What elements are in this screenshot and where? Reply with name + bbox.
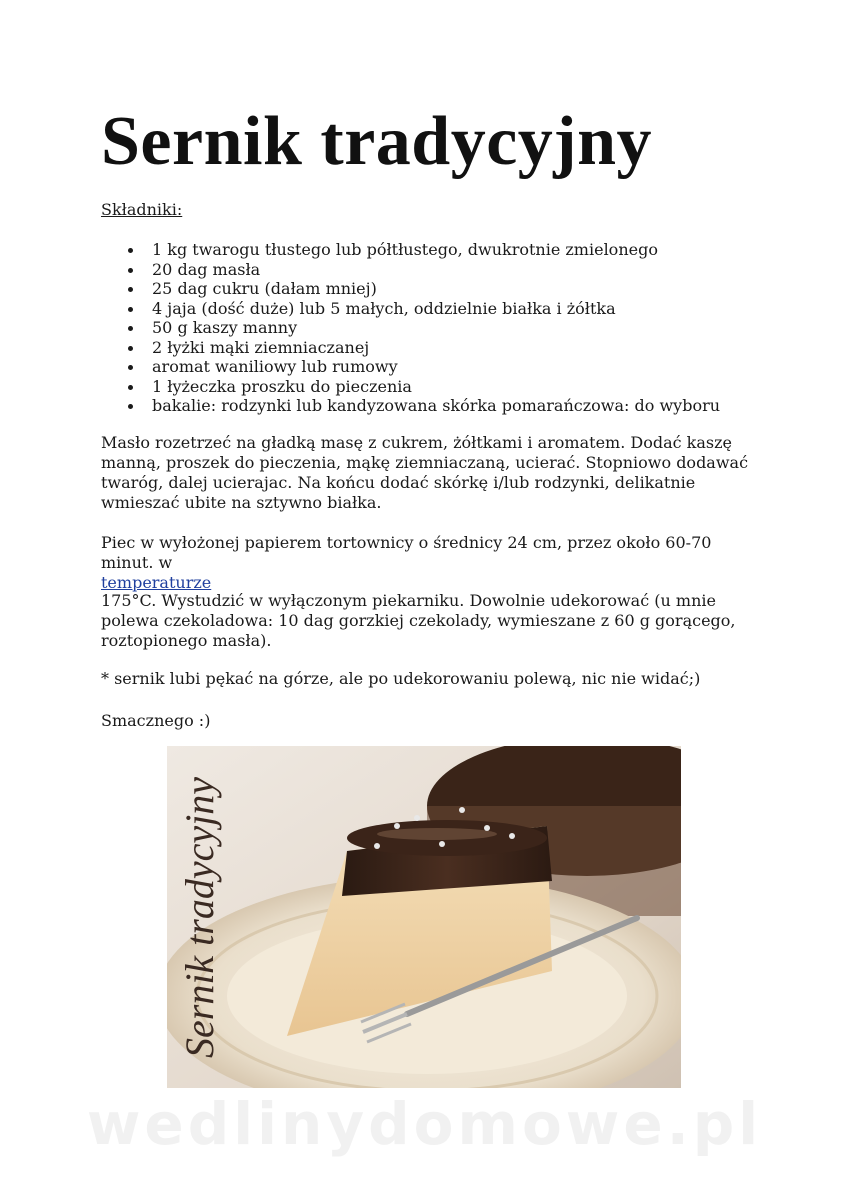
- list-item: 1 łyżeczka proszku do pieczenia: [101, 377, 741, 397]
- baking-text: Piec w wyłożonej papierem tortownicy o średnicy 24 cm, przez około 60-70 minut. w: [101, 533, 712, 572]
- list-item: 25 dag cukru (dałam mniej): [101, 279, 741, 299]
- temperature-link[interactable]: temperaturze: [101, 573, 212, 592]
- note-paragraph: * sernik lubi pękać na górze, ale po udekorowaniu polewą, nic nie widać;): [101, 669, 701, 688]
- list-item: 50 g kaszy manny: [101, 318, 741, 338]
- page-title: Sernik tradycyjny: [101, 103, 652, 180]
- list-item: 20 dag masła: [101, 260, 741, 280]
- ingredients-list: [101, 240, 741, 416]
- instructions-paragraph: Masło rozetrzeć na gładką masę z cukrem, żółtkami i aromatem. Dodać kaszę manną, proszek do pieczenia, mąkę ziemniaczaną, ucierać. Stopniowo dodawać twaróg, dalej ucierajac. Na końcu dodać skórkę i/lub rodzynki, delikatnie wmieszać ubite na sztywno białka.: [101, 433, 749, 512]
- cheesecake-photo: [167, 746, 681, 1088]
- list-item: 2 łyżki mąki ziemniaczanej: [101, 338, 741, 358]
- list-item: bakalie: rodzynki lub kandyzowana skórka pomarańczowa: do wyboru: [101, 396, 741, 416]
- photo-caption: Sernik tradycyjny: [177, 777, 222, 1058]
- list-item: 1 kg twarogu tłustego lub półtłustego, dwukrotnie zmielonego: [101, 240, 741, 260]
- ingredients-heading: Składniki:: [101, 200, 183, 219]
- cooling-paragraph: 175°C. Wystudzić w wyłączonym piekarniku. Dowolnie udekorować (u mnie polewa czekoladowa: 10 dag gorzkiej czekolady, wymieszane z 60 g gorącego, roztopionego masła).: [101, 591, 736, 650]
- list-item: aromat waniliowy lub rumowy: [101, 357, 741, 377]
- cheesecake-illustration: [167, 746, 681, 1088]
- watermark: wedlinydomowe.pl: [86, 1090, 763, 1158]
- baking-paragraph: [101, 533, 761, 593]
- closing-paragraph: Smacznego :): [101, 711, 211, 730]
- list-item: 4 jaja (dość duże) lub 5 małych, oddzielnie białka i żółtka: [101, 299, 741, 319]
